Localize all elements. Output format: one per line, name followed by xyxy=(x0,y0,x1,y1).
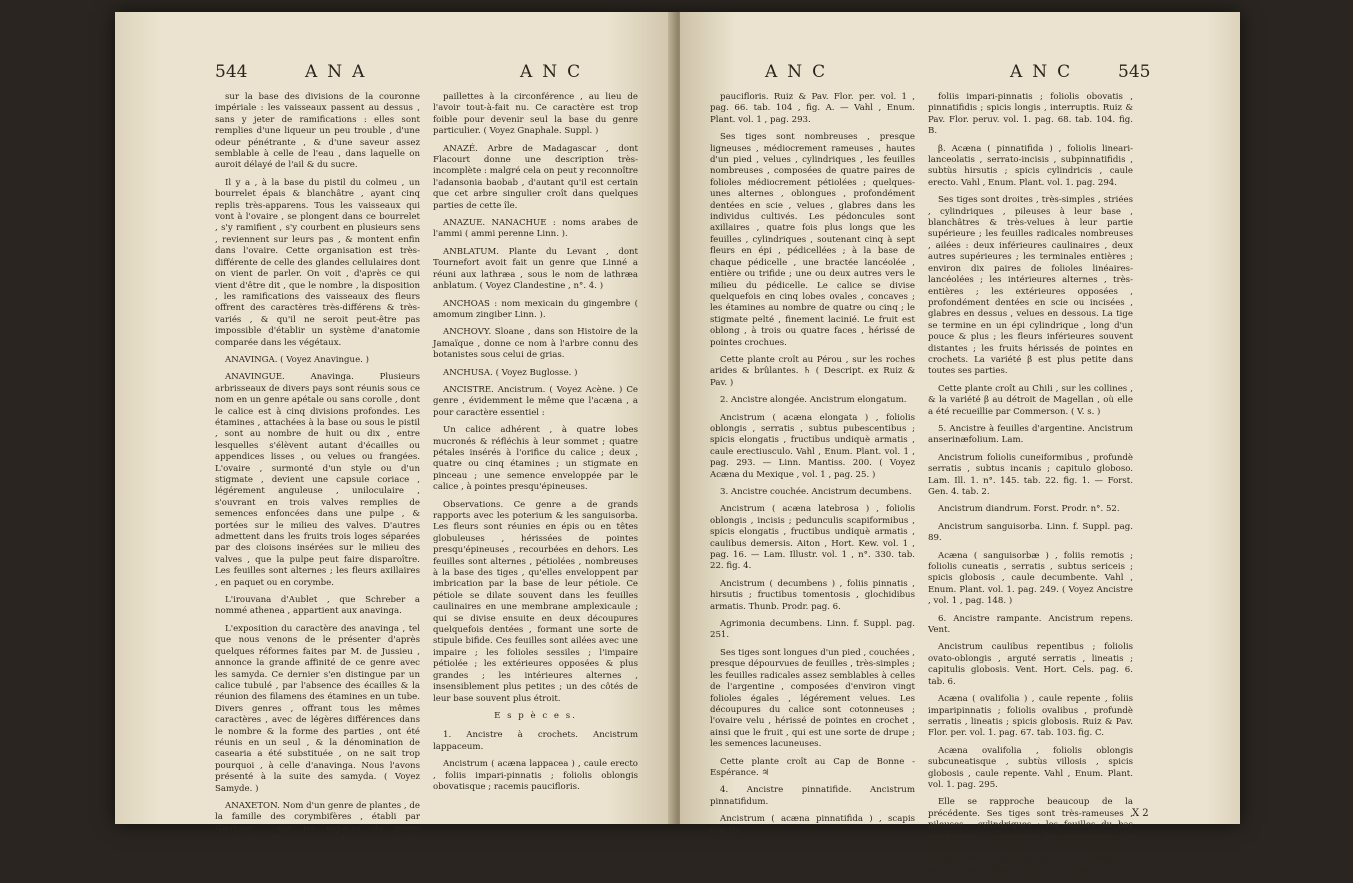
right_page-col2-paragraph: 6. Ancistre rampante. Ancistrum repens. Vent. xyxy=(928,613,1133,636)
right_page-col1-paragraph: Agrimonia decumbens. Linn. f. Suppl. pag. 251. xyxy=(710,619,915,641)
left_page-col1-paragraph: Il y a , à la base du pistil du colmeu , un bourrelet épais & blanchâtre , ayant cinq replis très-apparens. Tous les vaisseaux qui vont à l'ovaire , se plongent dans ce bourrelet , s'y ramifient , s'y courbent en plusieurs sens , reviennent sur leurs pas , & montent enfin dans l'ovaire. Cette organisation est très-différente de celle des glandes cellulaires dont on vient de parler. On voit , d'après ce qui vient d'être dit , que le nombre , la disposition , les ramifications des vaisseaux des fleurs offrent des caractères très-différens & très-variés , & qu'il ne seroit peut-être pas impossible d'établir un système d'anatomie comparée dans les végétaux. xyxy=(215,177,420,348)
left_page-col1-paragraph: L'exposition du caractère des anavinga , tel que nous venons de le présenter d'après quelques réformes faites par M. de Jussieu , annonce la grande affinité de ce genre avec les samyda. Ce dernier s'en distingue par un calice tubulé , par l'absence des écailles & la réunion des filamens des étamines en un tube. Divers genres , offrant tous les mêmes caractères , avec de légères différences dans le nombre & la forme des parties , ont été réunis en un seul , & la dénomination de casearia a été substituée , on ne sait trop pourquoi , à celle d'anavinga. Nous l'avons présenté à la suite des samyda. ( Voyez Samyde. ) xyxy=(215,623,420,794)
right_page-col1-paragraph: 4. Ancistre pinnatifide. Ancistrum pinnatifidum. xyxy=(710,785,915,807)
left_page-col2-paragraph: paillettes à la circonférence , au lieu de l'avoir tout-à-fait nu. Ce caractère est trop foible pour devenir seul la base du genre particulier. ( Voyez Gnaphale. Suppl. ) xyxy=(433,92,638,137)
right_page-col2-paragraph: Ancistrum caulibus repentibus ; foliolis ovato-oblongis , arguté serratis , lineatis ; capitulis globosis. Vent. Hort. Cels. pag. 6. tab. 6. xyxy=(928,642,1133,687)
right_page-col1-paragraph: Cette plante croît au Cap de Bonne - Espérance. ♃ xyxy=(710,756,915,778)
page-number-right: 545 xyxy=(1118,62,1151,82)
right_page-col1-paragraph: Ses tiges sont nombreuses , presque ligneuses , médiocrement rameuses , hautes d'un pied , velues , cylindriques , les feuilles nombreuses , composées de quatre paires de folioles médiocrement pétiolées ; quelques-unes alternes , oblongues , profondément dentées en scie , velues , glabres dans les individus cultivés. Les pédoncules sont axillaires , quatre fois plus longs que les feuilles , cylindriques , soutenant cinq à sept fleurs en épi , pédicellées ; à la base de chaque pédicelle , une bractée lancéolée , entière ou trifide ; une ou deux autres vers le milieu du pédicelle. Le calice se divise quelquefois en cinq lobes ovales , concaves ; les étamines au nombre de quatre ou cinq ; le stigmate pelté , finement lacinié. Le fruit est oblong , à trois ou quatre faces , hérissé de pointes crochues. xyxy=(710,132,915,348)
left_page-col1-paragraph: L'irouvana d'Aublet , que Schreber a nommé athenea , appartient aux anavinga. xyxy=(215,595,420,617)
left_page-col2-paragraph: Observations. Ce genre a de grands rapports avec les poterium & les sanguisorba. Les fleurs sont réunies en épis ou en têtes globuleuses , hérissées de pointes presqu'épineuses , recourbées en dehors. Les feuilles sont alternes , pétiolées , nombreuses à la base des tiges , qu'elles enveloppent par imbrication par la base de leur pétiole. Ce pétiole se dilate souvent dans les feuilles caulinaires en une membrane amplexicaule ; qui se divise ensuite en deux découpures quelquefois dentées , formant une sorte de stipule bifide. Ces feuilles sont ailées avec une impaire ; les folioles sessiles ; l'impaire pétiolée ; les extérieures opposées & plus grandes ; les intérieures alternes , insensiblement plus petites ; un des côtés de leur base souvent plus étroit. xyxy=(433,499,638,704)
left_page-col2-paragraph: ANCISTRE. Ancistrum. ( Voyez Acène. ) Ce genre , évidemment le même que l'acæna , a pour caractère essentiel : xyxy=(433,384,638,418)
open-book xyxy=(115,12,1240,876)
page-footer-note: Botanique. Supplément. Tome I. xyxy=(710,842,851,853)
left_page-col2-paragraph: E s p è c e s. xyxy=(494,710,577,721)
right-page xyxy=(680,12,1240,876)
left_page-col2-paragraph: 1. Ancistre à crochets. Ancistrum lappaceum. xyxy=(433,730,638,752)
right_page-col2-paragraph: foliis impari-pinnatis ; foliolis obovatis , pinnatifidis ; spicis longis , interruptis. Ruiz & Pav. Flor. peruv. vol. 1. pag. 68. tab. 104. fig. B. xyxy=(928,92,1133,137)
right_page-col2-paragraph: Elle se rapproche beaucoup de la précédente. Ses tiges sont très-rameuses , pileuses , cylindriques ; les feuilles du bas nombreuses , composées de quatre paires de folioles ovales-oblongues , un peu cunéiformes à leur base , dentées en scie , glabres en dessus , plus pâles & velues en dessous. xyxy=(928,797,1133,876)
left_page-col1-paragraph: ANAVINGUE. Anavinga. Plusieurs arbrisseaux de divers pays sont réunis sous ce nom en un genre apétale ou sans corolle , dont le calice est à cinq divisions profondes. Les étamines , attachées à la base ou sous le pistil , sont au nombre de huit ou dix , entre lesquelles s'élèvent autant d'écailles ou appendices lisses , ou velues ou frangées. L'ovaire , surmonté d'un style ou d'un stigmate , devient une capsule coriace , légérement anguleuse , uniloculaire , s'ouvrant en trois valves remplies de semences enfoncées dans une pulpe , & portées sur le milieu des valves. D'autres admettent dans les fruits trois loges séparées par des cloisons insérées sur le milieu des valves , que la pulpe peut faire disparoître. Les feuilles sont alternes ; les fleurs axillaires , en paquet ou en corymbe. xyxy=(215,372,421,588)
right-page-column-1 xyxy=(710,92,915,860)
right_page-col1-paragraph: Ancistrum ( acæna elongata ) , foliolis oblongis , serratis , subtus pubescentibus ; spicis elongatis , fructibus undiquè armatis , caule erectiusculo. Vahl , Enum. Plant. vol. 1 , pag. 293. — Linn. Mantiss. 200. ( Voyez Acæna du Mexique , vol. 1 , pag. 25. ) xyxy=(710,412,915,480)
right_page-col2-paragraph: Acæna ( sanguisorbæ ) , foliis remotis ; foliolis cuneatis , serratis , subtus sericeis ; spicis globosis , caule decumbente. Vahl , Enum. Plant. vol. 1. pag. 249. ( Voyez Ancistre , vol. 1 , pag. 148. ) xyxy=(928,550,1133,607)
page-number-left: 544 xyxy=(215,62,248,82)
running-head-left-2: ANC xyxy=(520,62,591,82)
right_page-col1-paragraph: Ancistrum ( acæna pinnatifida ) , scapis erectis , xyxy=(710,814,915,836)
right_page-col1-paragraph: 2. Ancistre alongée. Ancistrum elongatum. xyxy=(720,395,907,406)
right_page-col2-paragraph: Acæna ovalifolia , foliolis oblongis subcuneatisque , subtùs villosis , spicis globosis , caule repente. Vahl , Enum. Plant. vol. 1. pag. 295. xyxy=(928,745,1133,790)
right_page-col2-paragraph: β. Acæna ( pinnatifida ) , foliolis lineari-lanceolatis , serrato-incisis , subpinnatifidis , subtùs hirsutis ; spicis cylindricis , caule erecto. Vahl , Enum. Plant. vol. 1. pag. 294. xyxy=(928,143,1133,188)
right_page-col2-paragraph: Acæna ( ovalifolia ) , caule repente , foliis imparipinnatis ; foliolis ovalibus , profundè serratis , lineatis ; spicis globosis. Ruiz & Pav. Flor. per. vol. 1. pag. 67. tab. 103. fig. C. xyxy=(928,694,1133,739)
left_page-col2-paragraph: ANAZÉ. Arbre de Madagascar , dont Flacourt donne une description très-incomplète : malgré cela on peut y reconnoître l'adansonia baobab , d'autant qu'il est certain que cet arbre singulier croît dans quelques parties de cette île. xyxy=(433,143,638,211)
left_page-col1-paragraph: ANAVINGA. ( Voyez Anavingue. ) xyxy=(225,354,369,365)
right_page-col1-paragraph: Cette plante croît au Pérou , sur les roches arides & brûlantes. ♄ ( Descript. ex Ruiz & Pav. ) xyxy=(710,354,915,388)
left-page-column-2 xyxy=(433,92,638,799)
left_page-col1-paragraph: ANAXETON. Nom d'un genre de plantes , de la famille des corymbifères , établi par Gærtner , sur les espèces du genre gnaphalium Linn. , qui ont le réceptacle des semences muni de poils ou de xyxy=(215,800,420,857)
left_page-col2-paragraph: Un calice adhérent , à quatre lobes mucronés & réfléchis à leur sommet ; quatre pétales insérés à l'orifice du calice ; deux , quatre ou cinq étamines ; un stigmate en pinceau ; une semence enveloppée par le calice , à pointes presqu'épineuses. xyxy=(433,425,638,493)
left_page-col2-paragraph: ANAZUE. NANACHUE : noms arabes de l'ammi ( ammi perenne Linn. ). xyxy=(433,218,638,240)
running-head-right-2: ANC xyxy=(1010,62,1081,82)
right_page-col2-paragraph: Cette plante croît au Chili , sur les collines , & la variété β au détroit de Magellan , où elle a été recueillie par Commerson. ( V. s. ) xyxy=(928,383,1133,417)
right_page-col1-paragraph: Ancistrum ( acæna latebrosa ) , foliolis oblongis , incisis ; pedunculis scapiformibus , spicis elongatis , fructibus undiquè armatis , caulibus demersis. Aiton , Hort. Kew. vol. 1 , pag. 16. — Lam. Illustr. vol. 1 , n°. 330. tab. 22. fig. 4. xyxy=(710,504,915,572)
right_page-col2-paragraph: Ses tiges sont droites , très-simples , striées , cylindriques , pileuses à leur base , blanchâtres & très-velues à leur partie supérieure ; les feuilles radicales nombreuses , ailées : deux inférieures caulinaires , deux autres supérieures ; les terminales entières ; environ dix paires de folioles linéaires-lancéolées ; les intérieures alternes , très-entières ; les extérieures opposées , profondément dentées en scie ou incisées , glabres en dessus , velues en dessous. La tige se termine en un épi cylindrique , long d'un pouce & plus ; les fleurs inférieures souvent distantes ; les fruits hérissés de pointes en crochets. La variété β est plus petite dans toutes ses parties. xyxy=(928,195,1133,377)
left-page xyxy=(115,12,675,857)
right_page-col2-paragraph: Ancistrum foliolis cuneiformibus , profundè serratis , subtus incanis ; capitulo globoso. Lam. Ill. 1. n°. 145. tab. 22. fig. 1. — Forst. Gen. 4. tab. 2. xyxy=(928,452,1133,497)
right_page-col2-paragraph: 5. Ancistre à feuilles d'argentine. Ancistrum anserinæfolium. Lam. xyxy=(928,423,1133,446)
right_page-col2-paragraph: Ancistrum sanguisorba. Linn. f. Suppl. pag. 89. xyxy=(928,521,1133,544)
right_page-col2-paragraph: Ancistrum diandrum. Forst. Prodr. n°. 52. xyxy=(938,504,1120,515)
left_page-col2-paragraph: ANCHOVY. Sloane , dans son Histoire de la Jamaïque , donne ce nom à l'arbre connu des botanistes sous celui de grias. xyxy=(433,327,638,361)
signature-mark: X 2 xyxy=(1132,808,1149,819)
right_page-col1-paragraph: 3. Ancistre couchée. Ancistrum decumbens. xyxy=(720,487,912,497)
left_page-col2-paragraph: Ancistrum ( acæna lappacea ) , caule erecto , foliis impari-pinnatis ; foliolis oblongis obovatisque ; racemis paucifloris. xyxy=(433,759,638,792)
left_page-col2-paragraph: ANCHOAS : nom mexicain du gingembre ( amomum zingiber Linn. ). xyxy=(433,298,638,320)
running-head-right-1: ANC xyxy=(765,62,836,82)
right_page-col1-paragraph: Ancistrum ( decumbens ) , foliis pinnatis , hirsutis ; fructibus tomentosis , glochidibus armatis. Thunb. Prodr. pag. 6. xyxy=(710,578,915,612)
running-head-left-1: ANA xyxy=(305,62,375,82)
left_page-col2-paragraph: ANBLATUM. Plante du Levant , dont Tournefort avoit fait un genre que Linné a réuni aux lathræa , sous le nom de lathræa anblatum. ( Voyez Clandestine , n°. 4. ) xyxy=(433,246,638,292)
right_page-col1-paragraph: Ses tiges sont longues d'un pied , couchées , presque dépourvues de feuilles , très-simples ; les feuilles radicales assez semblables à celles de l'argentine , composées d'environ vingt folioles égales , légérement velues. Les découpures du calice sont cotonneuses ; l'ovaire velu , hérissé de pointes en crochet , ainsi que le fruit , qui est une sorte de drupe ; les semences lacuneuses. xyxy=(710,647,915,750)
left_page-col1-paragraph: sur la base des divisions de la couronne impériale : les vaisseaux passent au dessus , sans y jeter de ramifications : elles sont remplies d'une liqueur un peu trouble , d'une odeur pénétrante , & d'une saveur assez semblable à celle de l'eau , dans laquelle on auroit délayé de l'ail & du sucre. xyxy=(215,92,420,171)
right-page-column-2 xyxy=(928,92,1133,883)
left-page-column-1 xyxy=(215,92,420,864)
right_page-col1-paragraph: paucifloris. Ruiz & Pav. Flor. per. vol. 1 , pag. 66. tab. 104 , fig. A. — Vahl , Enum. Plant. vol. 1 , pag. 293. xyxy=(710,92,915,125)
left_page-col2-paragraph: ANCHUSA. ( Voyez Buglosse. ) xyxy=(443,367,578,378)
